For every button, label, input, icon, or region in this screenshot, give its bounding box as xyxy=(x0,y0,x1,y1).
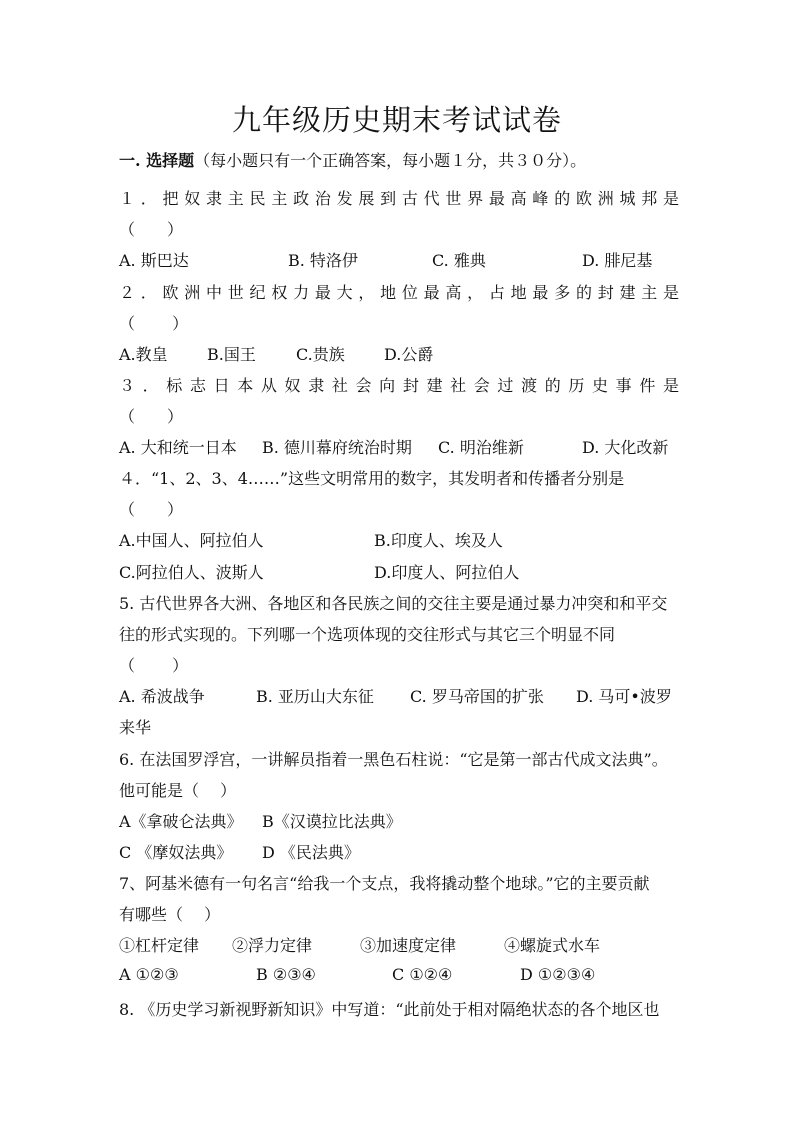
q7-item-4: ④螺旋式水车 xyxy=(504,936,601,955)
q2-option-c: C.贵族 xyxy=(296,345,345,364)
question-5-stem-line2: 往的形式实现的。下列哪一个选项体现的交往形式与其它三个明显不同 xyxy=(119,625,616,644)
q4-option-b: B.印度人、埃及人 xyxy=(374,531,503,550)
question-8-stem-line1: 8. 《历史学习新视野新知识》中写道：“此前处于相对隔绝状态的各个地区也 xyxy=(119,1000,660,1019)
q6-option-a: A《拿破仑法典》 xyxy=(119,812,243,831)
q7-option-c: C ①②④ xyxy=(392,965,453,984)
q4-option-c: C.阿拉伯人、波斯人 xyxy=(119,563,264,582)
question-4-blank: （ ） xyxy=(119,500,184,519)
q1-option-b: B. 特洛伊 xyxy=(288,251,358,270)
question-7-stem-line1: 7、阿基米德有一句名言“给我一个支点，我将撬动整个地球。”它的主要贡献 xyxy=(119,874,650,893)
q7-item-1: ①杠杆定律 xyxy=(119,936,200,955)
q5-option-d: D. 马可•波罗 xyxy=(576,687,672,706)
q3-option-b: B. 德川幕府统治时期 xyxy=(262,438,412,457)
section-label: 一. 选择题 xyxy=(119,151,195,170)
question-5-blank: （ ） xyxy=(119,656,189,675)
q1-option-a: A. 斯巴达 xyxy=(119,251,189,270)
q1-option-c: C. 雅典 xyxy=(432,251,486,270)
q2-option-a: A.教皇 xyxy=(119,345,168,364)
q7-option-a: A ①②③ xyxy=(119,965,179,984)
question-6-stem-line2: 他可能是（ ） xyxy=(119,781,237,800)
q3-option-a: A. 大和统一日本 xyxy=(119,438,237,457)
q4-option-d: D.印度人、阿拉伯人 xyxy=(374,563,520,582)
q5-option-c: C. 罗马帝国的扩张 xyxy=(410,687,544,706)
q7-item-3: ③加速度定律 xyxy=(360,936,457,955)
q7-option-d: D ①②③④ xyxy=(520,965,596,984)
q5-option-a: A. 希波战争 xyxy=(119,687,205,706)
q5-option-b: B. 亚历山大东征 xyxy=(256,687,374,706)
question-1-stem: １．把奴隶主民主政治发展到古代世界最高峰的欧洲城邦是 xyxy=(119,189,679,208)
q3-option-c: C. 明治维新 xyxy=(438,438,524,457)
question-3-blank: （ ） xyxy=(119,407,184,426)
q6-option-b: B《汉谟拉比法典》 xyxy=(262,812,402,831)
question-1-blank: （ ） xyxy=(119,220,184,239)
question-7-stem-line2: 有哪些（ ） xyxy=(119,905,221,924)
section-heading xyxy=(119,148,679,171)
question-5-stem-line1: 5. 古代世界各大洲、各地区和各民族之间的交往主要是通过暴力冲突和和平交 xyxy=(119,594,668,613)
question-6-stem-line1: 6. 在法国罗浮宫，一讲解员指着一黑色石柱说：“它是第一部古代成文法典”。 xyxy=(119,750,668,769)
q1-option-d: D. 腓尼基 xyxy=(582,251,653,270)
q7-item-2: ②浮力定律 xyxy=(232,936,313,955)
question-3-stem: ３．标志日本从奴隶社会向封建社会过渡的历史事件是 xyxy=(119,376,679,395)
q5-option-d-wrap: 来华 xyxy=(119,718,152,737)
q2-option-b: B.国王 xyxy=(207,345,256,364)
section-note: （每小题只有一个正确答案，每小题１分，共３０分）。 xyxy=(194,151,587,170)
q7-option-b: B ②③④ xyxy=(256,965,316,984)
q3-option-d: D. 大化改新 xyxy=(582,438,669,457)
question-2-blank: （ ） xyxy=(119,314,189,333)
q6-option-d: D 《民法典》 xyxy=(262,843,360,862)
question-4-stem: ４．“1、2、3、4……”这些文明常用的数字，其发明者和传播者分别是 xyxy=(119,469,625,488)
question-2-stem: ２．欧洲中世纪权力最大，地位最高，占地最多的封建主是 xyxy=(119,283,679,302)
q2-option-d: D.公爵 xyxy=(384,345,434,364)
q4-option-a: A.中国人、阿拉伯人 xyxy=(119,531,264,550)
page-title: 九年级历史期末考试试卷 xyxy=(231,103,562,137)
q6-option-c: C 《摩奴法典》 xyxy=(119,843,233,862)
